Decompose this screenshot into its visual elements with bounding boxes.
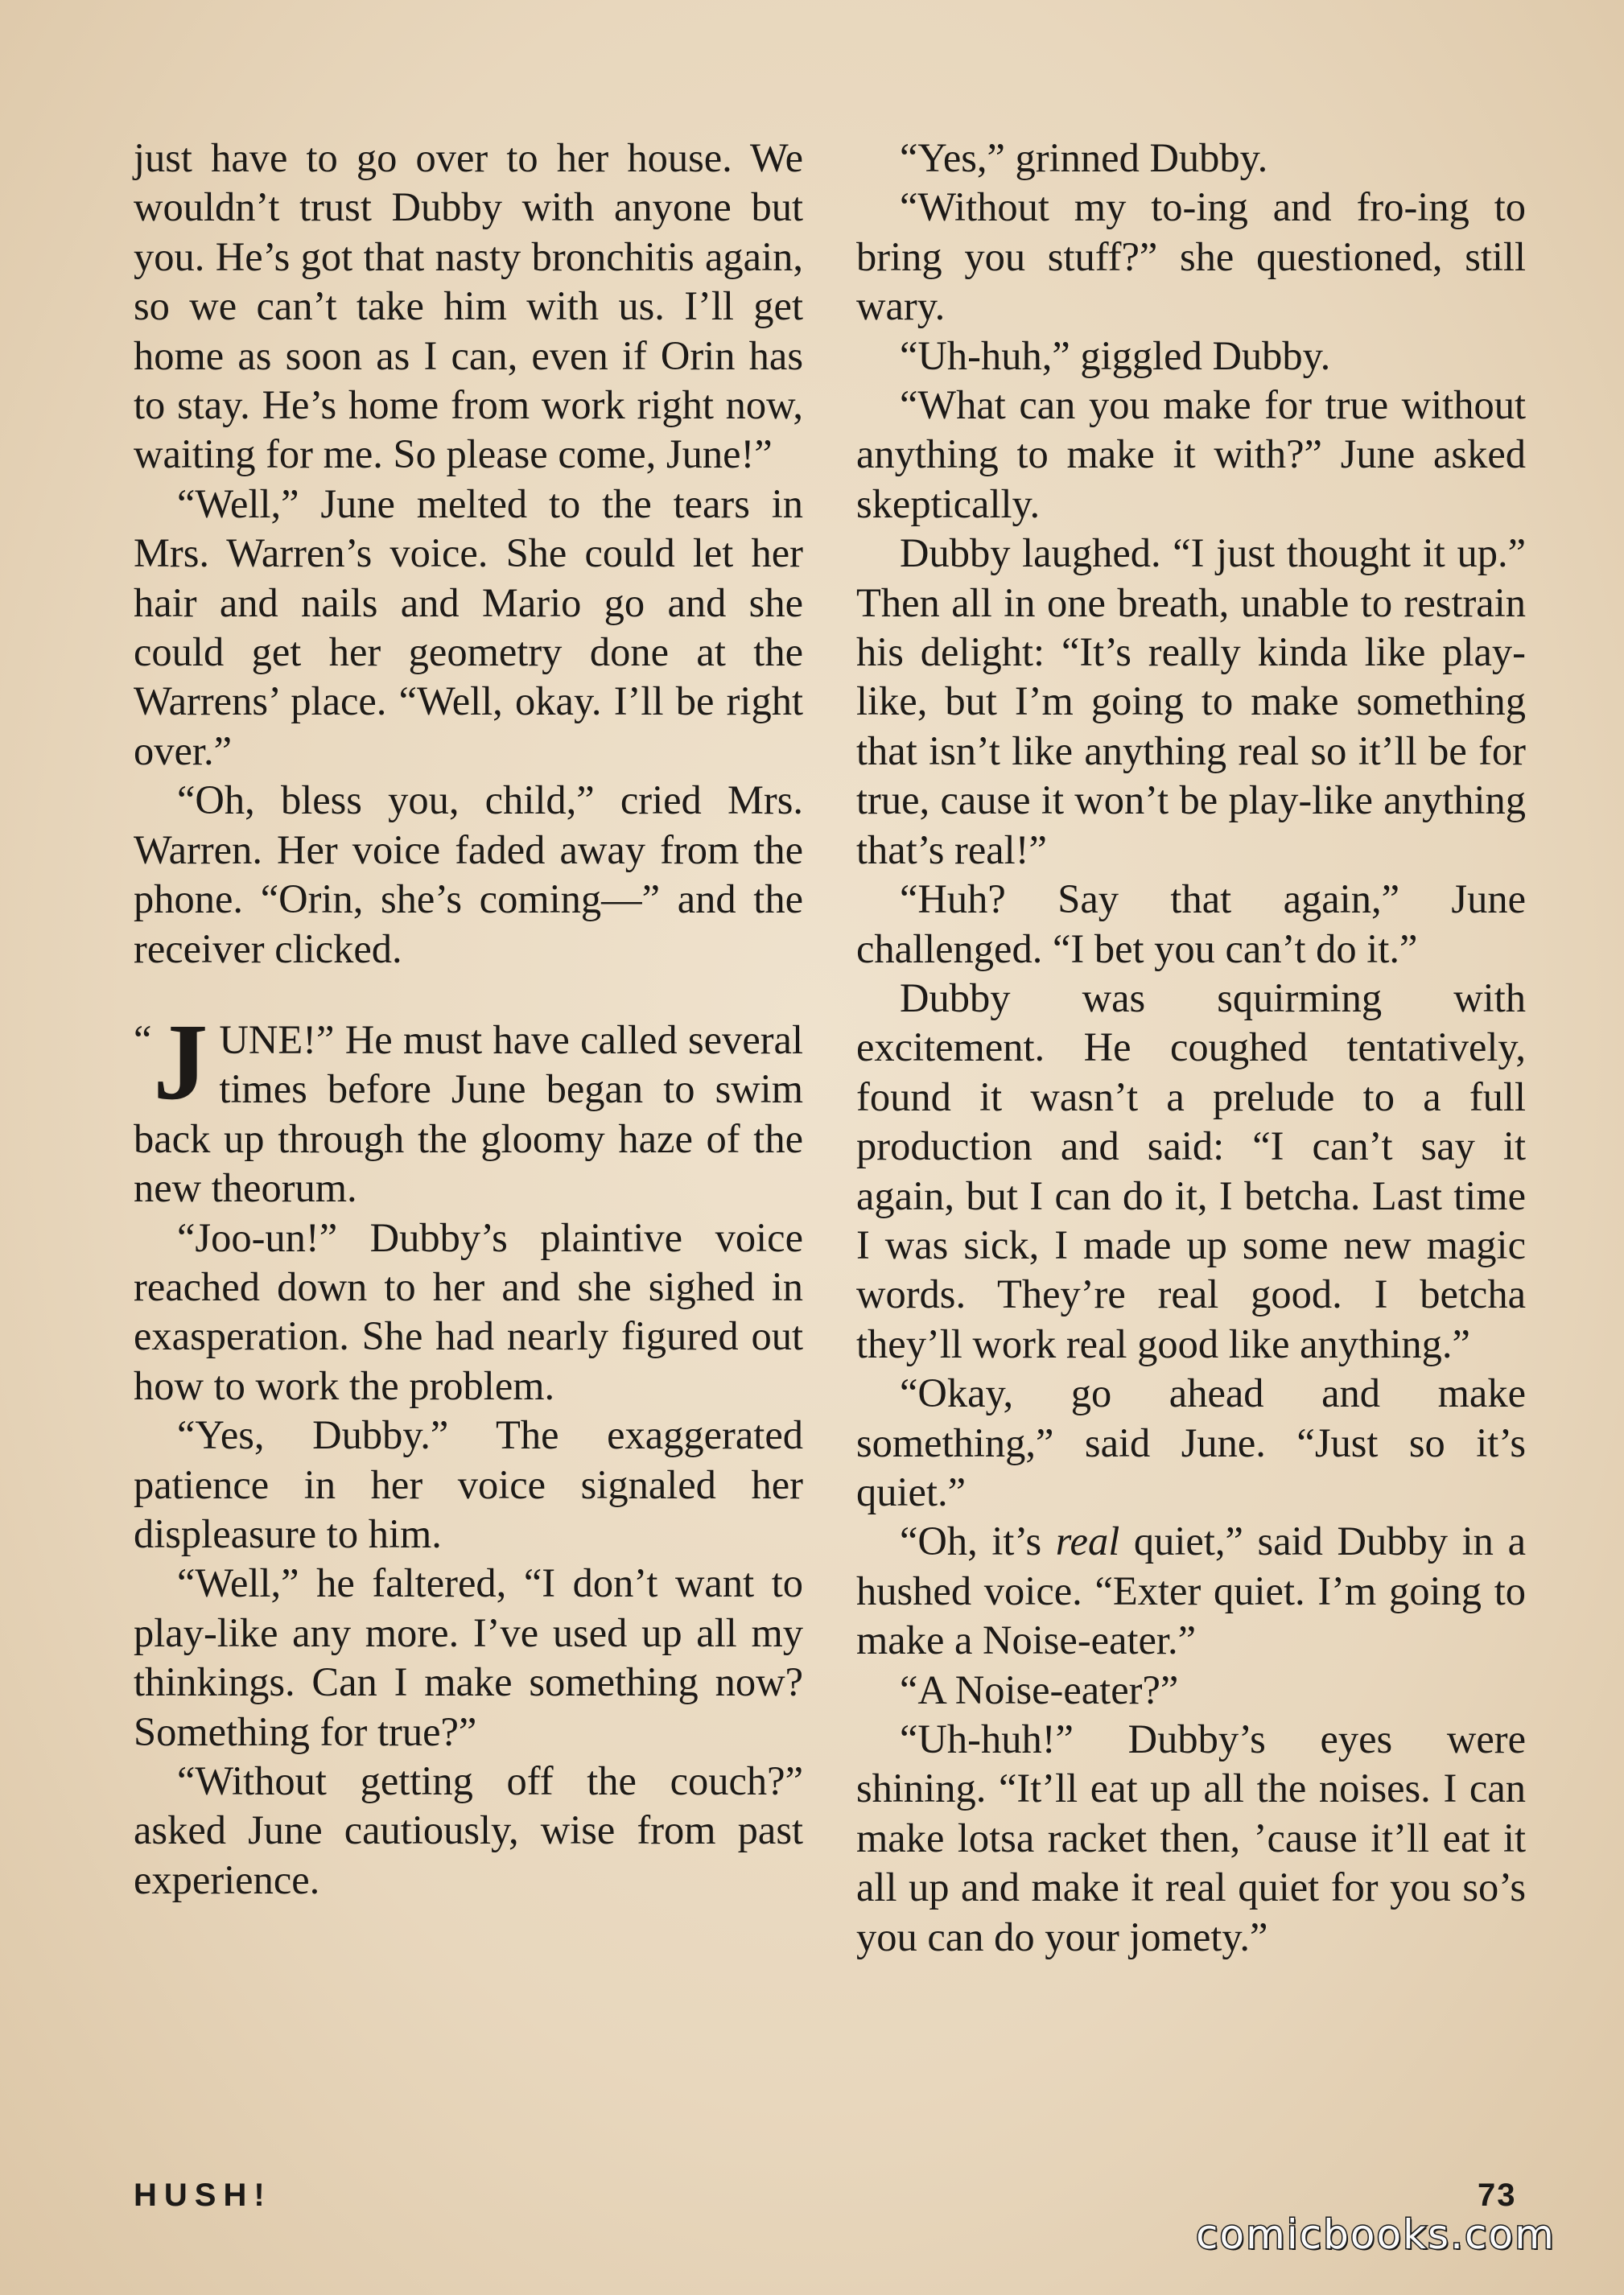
paragraph: “Okay, go ahead and make something,” said June. “Just so it’s quiet.” [856,1370,1526,1514]
left-text-column [134,134,803,1905]
running-footer-title: HUSH! [134,2178,272,2213]
paragraph: just have to go over to her house. We wouldn’t trust Dubby with anyone but you. He’s got that nasty bronchitis again, so we can’t take him with us. I’ll get home as soon as I can, even if Orin has to stay. He’s home from work right now, waiting for me. So please come, June!” [134,135,803,477]
watermark: comicbooks.com [1196,2211,1556,2258]
paragraph: Dubby laughed. “I just thought it up.” Then all in one breath, unable to restrain his delight: “It’s really kinda like play-like, but I’m going to make something that isn’t like anything real so it’ll be for true, cause it won’t be play-like anything that’s real!” [856,530,1526,872]
section-opening-paragraph [134,1001,803,1213]
paragraph: “Uh-huh!” Dubby’s eyes were shining. “It’ll eat up all the noises. I can make lotsa racket then, ’cause it’ll eat it all up and make it real quiet for you so’s you can do your jomety.” [856,1716,1526,1959]
drop-cap: J [153,1001,208,1123]
paragraph: “Without my to-ing and fro-ing to bring you stuff?” she questioned, still wary. [856,184,1526,329]
paragraph [856,1517,1526,1665]
page-number: 73 [1478,2178,1517,2213]
paragraph: “A Noise-eater?” [900,1667,1179,1712]
paragraph: “Joo-un!” Dubby’s plaintive voice reached down to her and she sighed in exasperation. She had nearly figured out how to work the problem. [134,1214,803,1408]
paragraph: “Yes, Dubby.” The exaggerated patience in her voice signaled her displeasure to him. [134,1412,803,1556]
paragraph: Dubby was squirming with excitement. He coughed tentatively, found it wasn’t a prelude to a full production and said: “I can’t say it again, but I can do it, I betcha. Last time I was sick, I made up some new magic words. They’re real good. I betcha they’ll work real good like anything.” [856,974,1526,1366]
paragraph: “Well,” he faltered, “I don’t want to play-like any more. I’ve used up all my thinkings. Can I make something now? Something for true?” [134,1560,803,1754]
paragraph: “Huh? Say that again,” June challenged. “I bet you can’t do it.” [856,876,1526,971]
paragraph-text: “Oh, it’s [900,1518,1056,1564]
opening-quote: “ [134,1016,152,1062]
paragraph-text: UNE!” He must have called several times before June began to swim back up through the gloomy haze of the new theorum. [134,1016,803,1211]
paragraph: “Oh, bless you, child,” cried Mrs. Warren. Her voice faded away from the phone. “Orin, she’s coming—” and the receiver clicked. [134,777,803,971]
paragraph: “Without getting off the couch?” asked June cautiously, wise from past experience. [134,1758,803,1902]
paragraph: “What can you make for true without anything to make it with?” June asked skeptically. [856,382,1526,526]
paragraph-text: quiet,” said Dubby in a hushed voice. “Exter quiet. I’m going to make a Noise-eater.” [856,1518,1526,1663]
paragraph: “Yes,” grinned Dubby. [900,135,1268,180]
right-text-column [856,134,1526,1962]
paragraph: “Well,” June melted to the tears in Mrs. Warren’s voice. She could let her hair and nails and Mario go and she could get her geometry done at the Warrens’ place. “Well, okay. I’ll be right over.” [134,480,803,773]
paragraph: “Uh-huh,” giggled Dubby. [900,332,1331,378]
emphasized-word: real [1055,1518,1120,1564]
